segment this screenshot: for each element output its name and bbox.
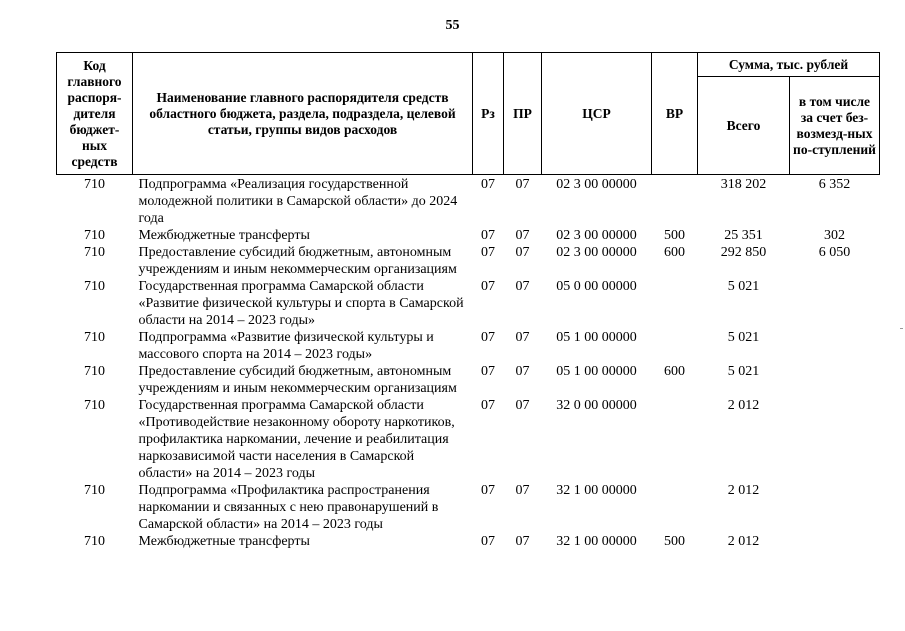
header-incl: в том числе за счет без-возмезд-ных по-ступлений <box>790 77 880 175</box>
row-total: 2 012 <box>727 483 760 498</box>
row-incl <box>790 397 880 482</box>
header-pr: ПР <box>504 53 542 175</box>
row-csr: 02 3 00 00000 <box>556 245 637 260</box>
row-pr: 07 <box>515 534 530 549</box>
row-total: 318 202 <box>720 177 767 192</box>
row-total: 5 021 <box>727 330 760 345</box>
table-row <box>57 329 880 363</box>
row-vr: 600 <box>664 364 685 379</box>
row-vr <box>652 482 698 533</box>
row-code: 710 <box>84 364 105 379</box>
row-vr <box>652 278 698 329</box>
row-pr: 07 <box>515 245 530 260</box>
header-sum: Сумма, тыс. рублей <box>698 53 880 77</box>
row-csr: 32 1 00 00000 <box>556 534 637 549</box>
table-header <box>57 53 880 175</box>
row-vr <box>652 175 698 228</box>
header-code: Код главного распоря-дителя бюджет-ных средств <box>57 53 133 175</box>
table-row <box>57 533 880 550</box>
row-name: Подпрограмма «Развитие физической культуры и массового спорта на 2014 – 2023 годы» <box>138 330 434 362</box>
row-code: 710 <box>84 483 105 498</box>
row-incl <box>790 278 880 329</box>
row-code: 710 <box>84 279 105 294</box>
row-pr: 07 <box>515 398 530 413</box>
row-name: Государственная программа Самарской области «Развитие физической культуры и спорта в Самарской области на 2014 – 2023 годы» <box>138 279 464 328</box>
row-csr: 05 0 00 00000 <box>556 279 637 294</box>
row-name: Подпрограмма «Реализация государственной молодежной политики в Самарской области» до 2024 года <box>138 177 458 226</box>
row-rz: 07 <box>481 483 495 498</box>
row-name: Предоставление субсидий бюджетным, автономным учреждениям и иным некоммерческим организациям <box>138 364 457 396</box>
row-incl <box>790 482 880 533</box>
row-pr: 07 <box>515 228 530 243</box>
row-vr <box>652 397 698 482</box>
row-name: Подпрограмма «Профилактика распространения наркомании и связанных с нею правонарушений в Самарской области» на 2014 – 2023 годы <box>138 483 439 532</box>
page-number: 55 <box>445 18 460 33</box>
row-name: Межбюджетные трансферты <box>138 228 310 243</box>
header-vr: ВР <box>652 53 698 175</box>
row-rz: 07 <box>481 398 495 413</box>
row-vr <box>652 329 698 363</box>
row-total: 292 850 <box>720 245 767 260</box>
header-csr: ЦСР <box>542 53 652 175</box>
row-code: 710 <box>84 228 105 243</box>
row-csr: 02 3 00 00000 <box>556 228 637 243</box>
row-pr: 07 <box>515 483 530 498</box>
table-row <box>57 363 880 397</box>
row-incl: 302 <box>824 228 845 243</box>
header-name: Наименование главного распорядителя средств областного бюджета, раздела, подраздела, целевой статьи, группы видов расходов <box>133 53 473 175</box>
row-csr: 02 3 00 00000 <box>556 177 637 192</box>
row-csr: 05 1 00 00000 <box>556 330 637 345</box>
row-vr: 500 <box>664 228 685 243</box>
margin-mark <box>900 328 903 329</box>
row-incl <box>790 363 880 397</box>
row-total: 2 012 <box>727 398 760 413</box>
table-body <box>57 175 880 551</box>
row-incl: 6 352 <box>818 177 851 192</box>
row-rz: 07 <box>481 364 495 379</box>
table-row <box>57 175 880 228</box>
row-code: 710 <box>84 177 105 192</box>
row-code: 710 <box>84 398 105 413</box>
row-total: 5 021 <box>727 364 760 379</box>
row-csr: 05 1 00 00000 <box>556 364 637 379</box>
row-name: Государственная программа Самарской области «Противодействие незаконному обороту наркотиков, профилактика наркомании, лечение и реабилитация наркозависимой части населения в Самарской области» на 2014 – 2023 годы <box>138 398 455 481</box>
row-name: Межбюджетные трансферты <box>138 534 310 549</box>
row-name: Предоставление субсидий бюджетным, автономным учреждениям и иным некоммерческим организациям <box>138 245 457 277</box>
row-pr: 07 <box>515 279 530 294</box>
header-total: Всего <box>698 77 790 175</box>
row-vr: 600 <box>664 245 685 260</box>
table-row <box>57 278 880 329</box>
row-total: 25 351 <box>724 228 763 243</box>
row-incl <box>790 533 880 550</box>
row-csr: 32 0 00 00000 <box>556 398 637 413</box>
row-code: 710 <box>84 330 105 345</box>
row-code: 710 <box>84 245 105 260</box>
header-rz: Рз <box>473 53 504 175</box>
row-rz: 07 <box>481 534 495 549</box>
row-rz: 07 <box>481 245 495 260</box>
row-pr: 07 <box>515 177 530 192</box>
row-rz: 07 <box>481 279 495 294</box>
row-total: 2 012 <box>727 534 760 549</box>
table-row <box>57 482 880 533</box>
row-vr: 500 <box>664 534 685 549</box>
row-total: 5 021 <box>727 279 760 294</box>
row-csr: 32 1 00 00000 <box>556 483 637 498</box>
row-rz: 07 <box>481 228 495 243</box>
row-code: 710 <box>84 534 105 549</box>
table-row <box>57 227 880 244</box>
row-incl <box>790 329 880 363</box>
row-rz: 07 <box>481 177 495 192</box>
row-rz: 07 <box>481 330 495 345</box>
row-pr: 07 <box>515 364 530 379</box>
budget-table <box>56 52 880 550</box>
table-row <box>57 397 880 482</box>
row-pr: 07 <box>515 330 530 345</box>
row-incl: 6 050 <box>818 245 851 260</box>
table-row <box>57 244 880 278</box>
